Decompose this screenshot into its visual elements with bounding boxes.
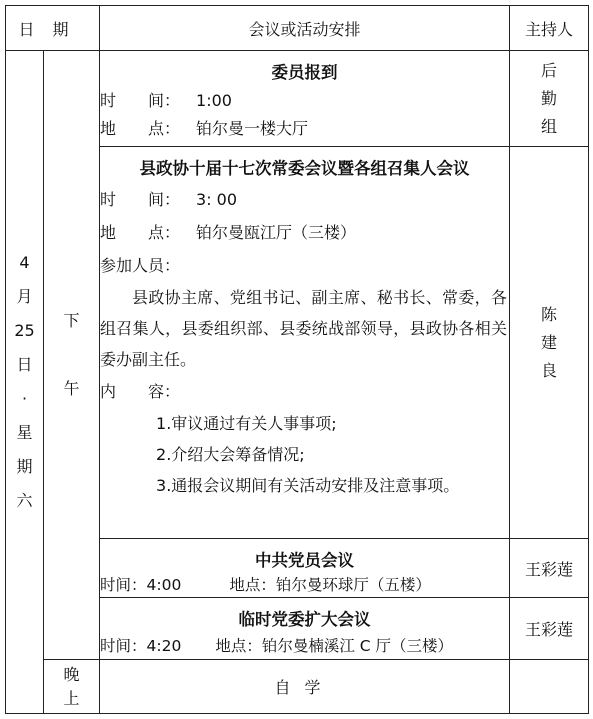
- evening-char: 上: [63, 688, 80, 708]
- place-value: 铂尔曼楠溪江 C 厅（三楼）: [261, 637, 454, 655]
- content-item: 3.通报会议期间有关活动安排及注意事项。: [156, 476, 460, 495]
- afternoon-cell: [44, 51, 100, 660]
- date-char: 六: [16, 491, 33, 510]
- place-label: 地点：: [215, 637, 262, 655]
- place-value: 铂尔曼环球厅（五楼）: [275, 576, 431, 594]
- event-study: 自学: [100, 660, 510, 714]
- time-label: 时间：: [100, 576, 147, 594]
- host-char: 组: [541, 116, 558, 136]
- date-char: ·: [21, 389, 28, 408]
- attendees-label: 参加人员：: [100, 256, 181, 275]
- time-value: 4:20: [146, 637, 182, 655]
- time-label: 时 间：: [100, 190, 181, 209]
- host-char: 良: [541, 360, 558, 380]
- event-title: 中共党员会议: [255, 551, 355, 570]
- host-temp: 王彩莲: [510, 598, 589, 660]
- event-title: 委员报到: [271, 63, 338, 82]
- host-study: [510, 660, 589, 714]
- evening-cell: [44, 660, 100, 714]
- content-label: 内 容：: [100, 382, 181, 401]
- host-standing: [510, 147, 589, 539]
- schedule-table: [5, 5, 589, 714]
- date-char: 25: [14, 321, 35, 340]
- time-label: 时 间：: [100, 91, 181, 110]
- host-char: 勤: [541, 88, 558, 108]
- row-checkin: [6, 51, 589, 147]
- place-label: 地点：: [229, 576, 276, 594]
- host-char: 建: [541, 332, 558, 352]
- event-title: 临时党委扩大会议: [238, 610, 371, 629]
- event-standing: [100, 147, 510, 539]
- date-char: 4: [19, 253, 30, 272]
- date-char: 日: [16, 355, 33, 374]
- header-activity: 会议或活动安排: [100, 6, 510, 51]
- attendees-text: 县政协主席、党组书记、副主席、秘书长、常委，各组召集人，县委组织部、县委统战部领导，县政协各相关委办副主任。: [100, 288, 508, 369]
- content-item: 2.介绍大会筹备情况;: [156, 445, 305, 464]
- date-char: 期: [16, 457, 33, 476]
- afternoon-char: 下: [63, 311, 80, 330]
- header-host: 主持人: [510, 6, 589, 51]
- place-value: 铂尔曼一楼大厅: [196, 119, 309, 138]
- time-value: 4:00: [146, 576, 182, 594]
- evening-char: 晚: [63, 664, 80, 684]
- time-value: 3: 00: [196, 190, 238, 209]
- date-cell: [6, 51, 44, 714]
- date-char: 星: [16, 423, 33, 442]
- event-checkin: [100, 51, 510, 147]
- host-checkin: [510, 51, 589, 147]
- host-char: 后: [541, 60, 558, 80]
- host-party: 王彩莲: [510, 539, 589, 598]
- event-temp: [100, 598, 510, 660]
- time-value: 1:00: [196, 91, 232, 110]
- host-char: 陈: [541, 304, 558, 324]
- time-label: 时间：: [100, 637, 147, 655]
- event-party: [100, 539, 510, 598]
- place-label: 地 点：: [100, 119, 181, 138]
- header-date: 日期: [6, 6, 100, 51]
- event-title: 县政协十届十七次常委会议暨各组召集人会议: [139, 159, 470, 178]
- place-value: 铂尔曼瓯江厅（三楼）: [196, 223, 357, 242]
- header-row: [6, 6, 589, 51]
- place-label: 地 点：: [100, 223, 181, 242]
- afternoon-char: 午: [63, 379, 80, 398]
- date-char: 月: [16, 287, 33, 306]
- row-study: [6, 660, 589, 714]
- content-item: 1.审议通过有关人事事项;: [156, 414, 337, 433]
